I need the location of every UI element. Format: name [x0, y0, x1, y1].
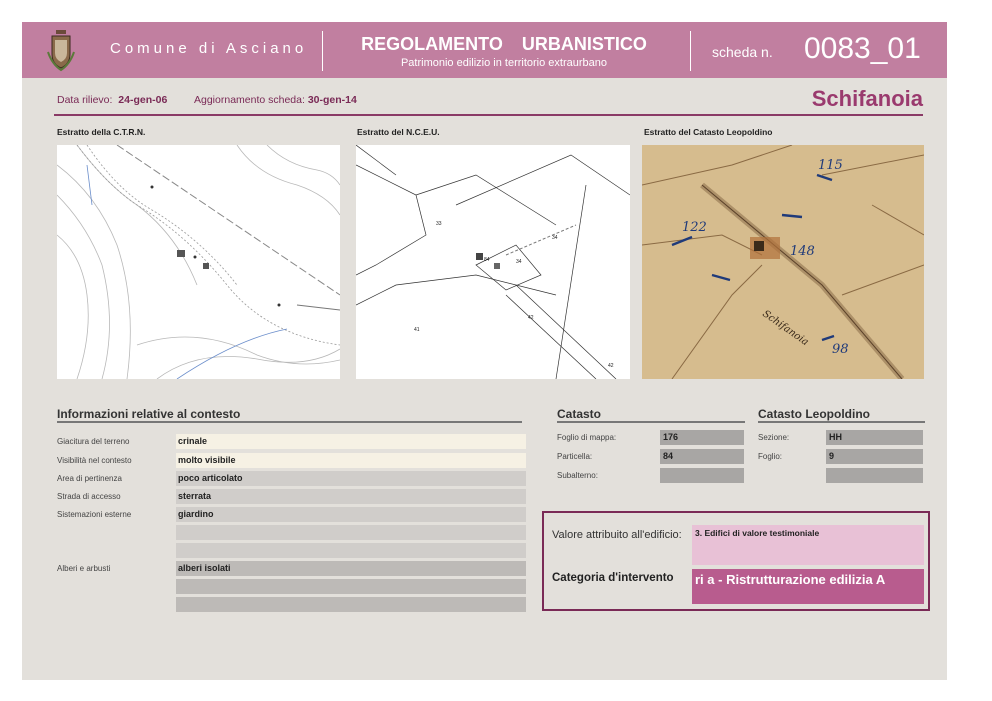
leopoldino-map-title: Estratto del Catasto Leopoldino [644, 127, 773, 137]
particella-label: Particella: [557, 452, 593, 461]
leopoldino-label: 98 [832, 342, 849, 357]
valore-label: Valore attribuito all'edificio: [552, 529, 682, 541]
valore-value: 3. Edifici di valore testimoniale [692, 525, 924, 565]
leopoldino-foglio-label: Foglio: [758, 452, 783, 461]
context-empty-field [176, 579, 526, 594]
nceu-label: 42 [608, 363, 614, 369]
context-row-label: Giacitura del terreno [57, 437, 130, 446]
context-empty-field [176, 597, 526, 612]
context-row-label: Strada di accesso [57, 492, 121, 501]
context-empty-field [176, 525, 526, 540]
context-row-label: Alberi e arbusti [57, 564, 111, 573]
nceu-label: 34 [516, 259, 522, 265]
nceu-map [356, 145, 630, 379]
ctrn-title: Estratto della C.T.R.N. [57, 127, 146, 137]
nceu-label: 84 [484, 257, 490, 263]
context-row-value: alberi isolati [176, 561, 526, 576]
categoria-label: Categoria d'intervento [552, 572, 674, 584]
nceu-label: 34 [552, 235, 558, 241]
leopoldino-map [642, 145, 924, 379]
scheda-sheet [22, 22, 947, 680]
data-rilievo [57, 94, 167, 106]
context-row-label: Sistemazioni esterne [57, 510, 132, 519]
context-row-value: poco articolato [176, 471, 526, 486]
subalterno-value [660, 468, 744, 483]
leopoldino-rule [758, 421, 925, 423]
leopoldino-map-drawing [642, 145, 924, 379]
context-row-value: giardino [176, 507, 526, 522]
categoria-value: ri a - Ristrutturazione edilizia A [692, 569, 924, 604]
ctrn-map-drawing [57, 145, 340, 379]
comune-name: Comune di Asciano [110, 40, 308, 57]
leopoldino-title: Catasto Leopoldino [758, 407, 870, 421]
foglio-label: Foglio di mappa: [557, 433, 617, 442]
header-divider [322, 31, 323, 71]
place-name: Schifanoia [811, 86, 923, 111]
context-empty-field [176, 543, 526, 558]
context-row-label: Visibilità nel contesto [57, 456, 132, 465]
leopoldino-extra-field [826, 468, 923, 483]
context-row-value: crinale [176, 434, 526, 449]
ctrn-map [57, 145, 340, 379]
scheda-number: 0083_01 [804, 32, 921, 65]
catasto-title: Catasto [557, 407, 602, 421]
aggiornamento [194, 94, 357, 106]
sezione-value: HH [826, 430, 923, 445]
context-row-label: Area di pertinenza [57, 474, 122, 483]
context-rule [57, 421, 522, 423]
regolamento-title: REGOLAMENTO URBANISTICO [361, 34, 647, 54]
subalterno-label: Subalterno: [557, 471, 598, 480]
context-title: Informazioni relative al contesto [57, 407, 241, 421]
nceu-label: 33 [436, 221, 442, 227]
nceu-label: 42 [528, 315, 534, 321]
nceu-label: 41 [414, 327, 420, 333]
scheda-label: scheda n. [712, 44, 773, 60]
aggiornamento-value: 30-gen-14 [307, 94, 357, 106]
nceu-title: Estratto del N.C.E.U. [357, 127, 440, 137]
header-bar [22, 22, 947, 78]
particella-value: 84 [660, 449, 744, 464]
crest-icon [46, 28, 76, 72]
nceu-map-drawing [356, 145, 630, 379]
context-row-value: sterrata [176, 489, 526, 504]
valutazione-box [542, 511, 930, 611]
leopoldino-label: 115 [818, 158, 843, 173]
data-rilievo-value: 24-gen-06 [118, 94, 168, 106]
catasto-rule [557, 421, 745, 423]
leopoldino-script: Schifanoia [760, 308, 811, 349]
aggiornamento-label: Aggiornamento scheda: [194, 94, 305, 106]
leopoldino-foglio-value: 9 [826, 449, 923, 464]
header-divider [690, 31, 691, 71]
leopoldino-label: 122 [682, 220, 707, 235]
context-row-value: molto visibile [176, 453, 526, 468]
regolamento-subtitle: Patrimonio edilizio in territorio extraurbano [400, 57, 608, 69]
leopoldino-label: 148 [790, 244, 815, 259]
header-rule [54, 114, 923, 116]
data-rilievo-label: Data rilievo: [57, 94, 113, 106]
sezione-label: Sezione: [758, 433, 790, 442]
foglio-value: 176 [660, 430, 744, 445]
